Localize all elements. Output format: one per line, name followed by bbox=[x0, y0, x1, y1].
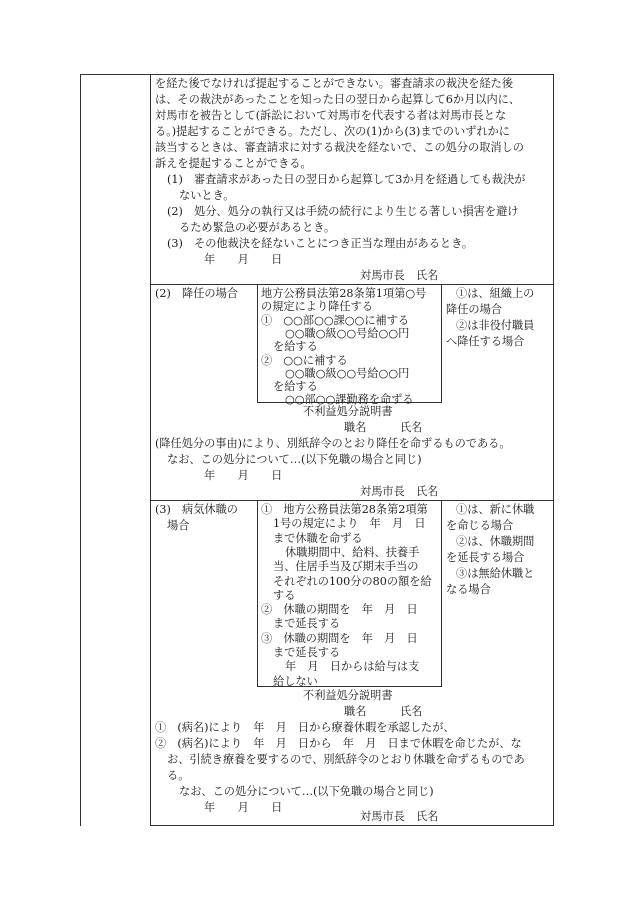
demotion-content-line: ○○職○級○○号給○○円 bbox=[285, 366, 410, 380]
demotion-content-line: ① ○○部○○課○○に補する bbox=[261, 313, 410, 327]
sick-leave-body-line: ① (病名)により 年 月 日から療養休暇を承認したが、 bbox=[155, 721, 455, 734]
sick-leave-body-line: お、引続き療養を要するので、別紙辞令のとおり休職を命ずるものであ bbox=[167, 753, 525, 766]
intro-line: る。)提起することができる。ただし、次の(1)から(3)までのいずれかに bbox=[155, 125, 510, 138]
intro-item: ないとき。 bbox=[179, 189, 235, 202]
intro-item: (3) その他裁決を経ないことにつき正当な理由があるとき。 bbox=[167, 237, 474, 250]
sick-leave-note-line: ③は無給休職と bbox=[456, 567, 535, 580]
intro-line: 該当するときは、審査請求に対する裁決を経ないで、この処分の取消しの bbox=[155, 141, 524, 154]
sick-leave-body-line: なお、この処分について…(以下免職の場合と同じ) bbox=[179, 785, 434, 798]
demotion-content-line: 地方公務員法第28条第1項第○号 bbox=[261, 287, 427, 300]
demotion-note-line: へ降任する場合 bbox=[446, 335, 525, 348]
sick-leave-signer: 対馬市長 氏名 bbox=[360, 810, 439, 823]
sick-leave-case: (3) 病気休職の bbox=[155, 503, 238, 516]
intro-date: 年 月 日 bbox=[204, 253, 283, 266]
sick-leave-content-line: する bbox=[273, 588, 296, 602]
intro-item: (2) 処分、処分の執行又は手続の続行により生じる著しい損害を避け bbox=[167, 205, 519, 218]
demotion-note-line: ①は、組織上の bbox=[456, 287, 535, 300]
note-column-divider bbox=[441, 284, 442, 402]
demotion-case: (2) 降任の場合 bbox=[155, 287, 238, 300]
table-top-border bbox=[80, 74, 554, 75]
intro-line: は、その裁決があったことを知った日の翌日から起算して6か月以内に、 bbox=[155, 93, 521, 106]
sick-leave-content-line: まで延長する bbox=[273, 646, 341, 659]
sick-leave-content-line: ① 地方公務員法第28条第2項第 bbox=[261, 503, 428, 516]
sick-leave-content-line: 1号の規定により 年 月 日 bbox=[273, 517, 426, 531]
demotion-signer: 対馬市長 氏名 bbox=[360, 485, 439, 498]
sick-leave-body-line: る。 bbox=[167, 769, 190, 782]
sick-leave-content-line: 年 月 日からは給与は支 bbox=[285, 660, 420, 674]
sick-leave-note-line: ②は、休職期間 bbox=[456, 535, 535, 548]
demotion-note-line: ②は非役付職員 bbox=[456, 319, 535, 332]
intro-line: 対馬市を被告として(訴訟において対馬市を代表する者は対馬市長とな bbox=[155, 109, 507, 122]
demotion-content-line: ○○部○○課勤務を命ずる bbox=[285, 393, 414, 407]
intro-signer: 対馬市長 氏名 bbox=[360, 269, 439, 282]
sick-leave-content-line: まで休職を命ずる bbox=[273, 531, 363, 545]
case-column-divider bbox=[257, 284, 258, 402]
sick-leave-content-line: それぞれの100分の80の額を給 bbox=[273, 574, 432, 588]
sick-leave-case: 場合 bbox=[167, 519, 190, 532]
demotion-content-line: を給する bbox=[273, 380, 318, 394]
demotion-body-line: (降任処分の事由)により、別紙辞令のとおり降任を命ずるものである。 bbox=[155, 437, 511, 450]
intro-item: るため緊急の必要があるとき。 bbox=[179, 221, 336, 234]
sick-leave-note-line: ①は、新に休職 bbox=[456, 503, 535, 516]
demotion-content-line: の規定により降任する bbox=[261, 300, 373, 314]
sick-leave-doc-title: 不利益処分説明書 bbox=[303, 689, 393, 702]
sick-leave-content-line: 休職期間中、給料、扶養手 bbox=[285, 545, 420, 559]
sick-leave-body-line: ② (病名)により 年 月 日から 年 月 日まで休暇を命じたが、な bbox=[155, 737, 522, 750]
demotion-date: 年 月 日 bbox=[204, 469, 283, 482]
sick-leave-content-line: ③ 休職の期間を 年 月 日 bbox=[261, 631, 418, 645]
sick-leave-content-line: まで延長する bbox=[273, 617, 341, 631]
demotion-content-line: ○○職○級○○号給○○円 bbox=[285, 326, 410, 340]
sick-leave-date: 年 月 日 bbox=[204, 801, 283, 814]
intro-line: 訴えを提起することができる。 bbox=[155, 157, 312, 170]
case-column-divider bbox=[257, 500, 258, 686]
table-left-border bbox=[80, 74, 81, 826]
table-bottom-border bbox=[150, 825, 554, 826]
section-divider bbox=[150, 500, 554, 501]
column-divider bbox=[150, 74, 151, 826]
demotion-doc-title: 不利益処分説明書 bbox=[303, 405, 393, 418]
sick-leave-content-line: ② 休職の期間を 年 月 日 bbox=[261, 603, 418, 617]
demotion-content-line: ② ○○に補する bbox=[261, 353, 348, 367]
intro-item: (1) 審査請求があった日の翌日から起算して3か月を経過しても裁決が bbox=[167, 173, 526, 186]
sick-leave-note-line: を延長する場合 bbox=[446, 551, 525, 564]
demotion-person: 職名 氏名 bbox=[344, 421, 423, 434]
demotion-body-line: なお、この処分について…(以下免職の場合と同じ) bbox=[167, 453, 422, 466]
sick-leave-content-line: 当、住居手当及び期末手当の bbox=[273, 560, 419, 574]
section-divider bbox=[150, 284, 554, 285]
demotion-content-line: を給する bbox=[273, 340, 318, 354]
intro-line: を経た後でなければ提起することができない。審査請求の裁決を経た後 bbox=[155, 77, 514, 90]
table-right-border bbox=[553, 74, 554, 826]
sick-leave-content-line: 給しない bbox=[273, 674, 318, 688]
sick-leave-note-line: を命じる場合 bbox=[446, 519, 514, 532]
sick-leave-person: 職名 氏名 bbox=[344, 705, 423, 718]
demotion-note-line: 降任の場合 bbox=[446, 303, 502, 316]
sick-leave-note-line: なる場合 bbox=[446, 583, 491, 596]
note-column-divider bbox=[441, 500, 442, 686]
